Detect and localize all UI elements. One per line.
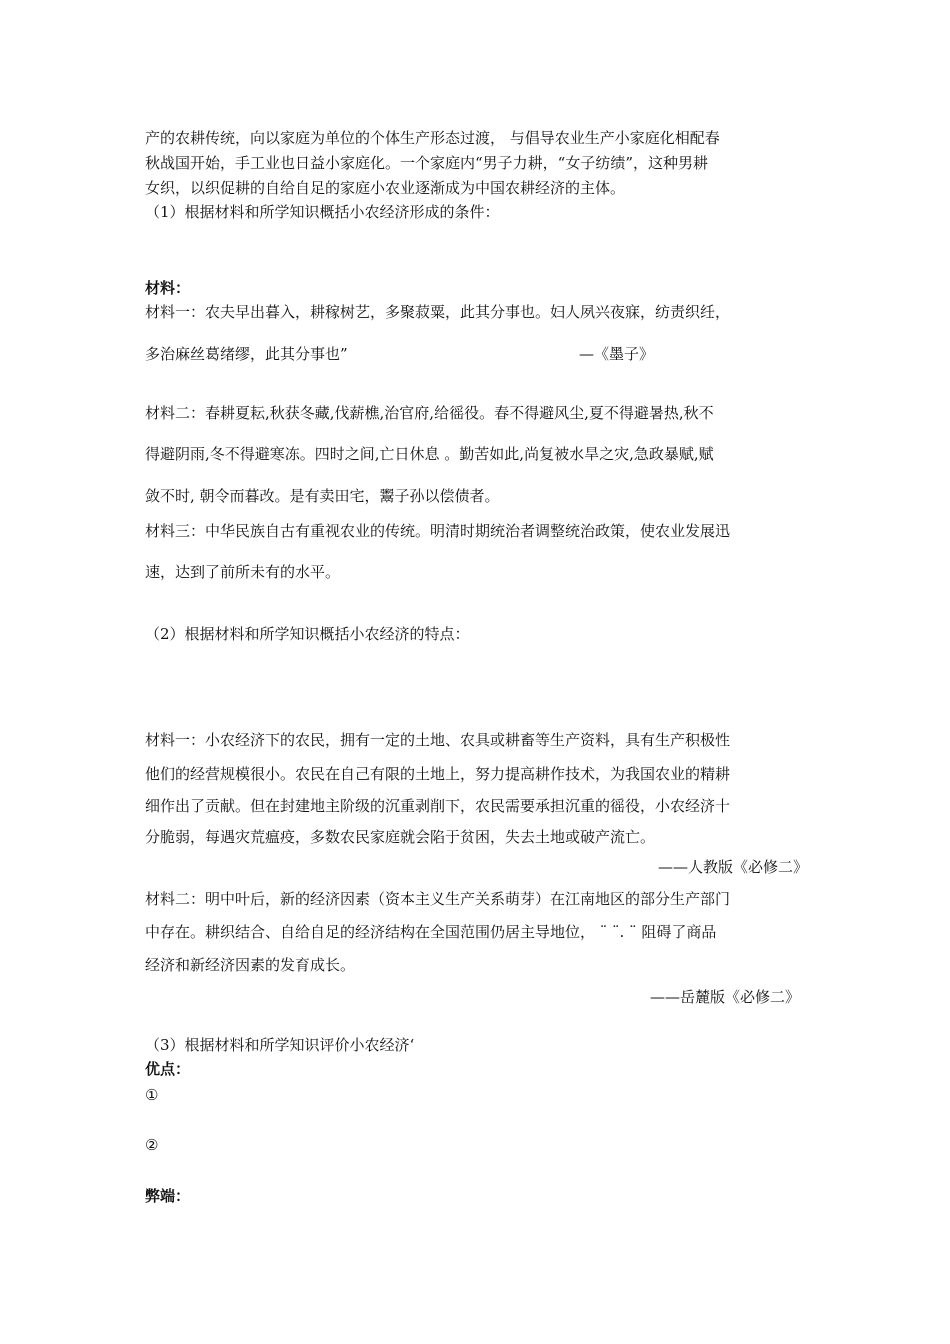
material-3-line-1: 材料三：中华民族自古有重视农业的传统。明清时期统治者调整统治政策，使农业发展迅: [145, 522, 731, 540]
material-2-line-1: 材料二：春耕夏耘,秋获冬藏,伐薪樵,治官府,给徭役。春不得避风尘,夏不得避暑热,秋不: [145, 404, 714, 422]
advantages-label: 优点：: [145, 1060, 191, 1078]
materials-heading: 材料：: [145, 279, 191, 297]
intro-line-2: 秋战国开始，手工业也日益小家庭化。一个家庭内“男子力耕，“女子纺绩”，这种男耕: [145, 154, 709, 172]
section3-material-1-line-1: 材料一：小农经济下的农民，拥有一定的土地、农具或耕畜等生产资料，具有生产积极性: [145, 731, 731, 749]
section3-material-2-line-1: 材料二：明中叶后，新的经济因素（资本主义生产关系萌芽）在江南地区的部分生产部门: [145, 890, 731, 908]
material-1-line-2: 多治麻丝葛绪缪，此其分事也”: [145, 345, 348, 363]
question-2: （2）根据材料和所学知识概括小农经济的特点：: [145, 625, 470, 643]
advantage-item-2: ②: [145, 1136, 159, 1154]
section3-material-2-source: ——岳麓版《必修二》: [649, 988, 800, 1006]
material-2-line-2: 得避阴雨,冬不得避寒冻。四时之间,亡日休息 。勤苦如此,尚复被水旱之灾,急政暴赋,赋: [145, 445, 714, 463]
question-3: （3）根据材料和所学知识评价小农经济‘: [145, 1036, 415, 1054]
material-1-line-1: 材料一：农夫早出暮入，耕稼树艺，多聚菽粟，此其分事也。妇人夙兴夜寐，纺责织纴，: [145, 303, 731, 321]
intro-line-1: 产的农耕传统，向以家庭为单位的个体生产形态过渡， 与倡导农业生产小家庭化相配春: [145, 129, 720, 147]
section3-material-1-line-3: 细作出了贡献。但在封建地主阶级的沉重剥削下，农民需要承担沉重的徭役，小农经济十: [145, 797, 731, 815]
question-1: （1）根据材料和所学知识概括小农经济形成的条件：: [145, 203, 500, 221]
section3-material-1-line-4: 分脆弱，每遇灾荒瘟疫，多数农民家庭就会陷于贫困，失去土地或破产流亡。: [145, 828, 656, 846]
intro-line-3: 女织，以织促耕的自给自足的家庭小农业逐渐成为中国农耕经济的主体。: [145, 179, 626, 197]
section3-material-2-line-3: 经济和新经济因素的发育成长。: [145, 956, 356, 974]
material-3-line-2: 速，达到了前所未有的水平。: [145, 563, 341, 581]
material-1-source: —《墨子》: [579, 345, 655, 363]
section3-material-1-source: ——人教版《必修二》: [657, 858, 808, 876]
material-2-line-3: 敛不时, 朝令而暮改。是有卖田宅，鬻子孙以偿债者。: [145, 487, 500, 505]
section3-material-1-line-2: 他们的经营规模很小。农民在自己有限的土地上，努力提高耕作技术，为我国农业的精耕: [145, 765, 731, 783]
section3-material-2-line-2: 中存在。耕织结合、自给自足的经济结构在全国范围仍居主导地位， ¨ ¨. ¨ 阻碍了商品: [145, 923, 717, 941]
advantage-item-1: ①: [145, 1086, 159, 1104]
disadvantages-label: 弊端：: [145, 1187, 191, 1205]
